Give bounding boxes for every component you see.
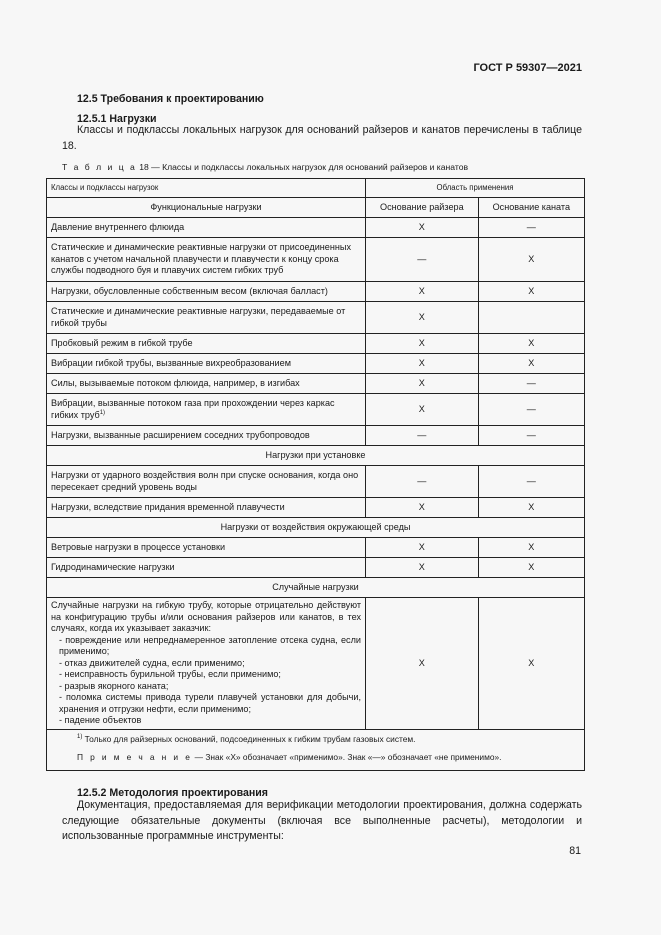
- table-row: [47, 426, 585, 446]
- functional-loads-title: Функциональные нагрузки: [47, 198, 366, 218]
- methodology-paragraph: Документация, предоставляемая для верификации методологии проектирования, должна содержать следующие обязательные документы (включая все выполненные расчеты), методологии и использованные программные инструменты:: [62, 799, 582, 842]
- riser-value: X: [366, 218, 479, 238]
- standard-number: ГОСТ Р 59307—2021: [473, 62, 582, 74]
- section-title-12-5-2: 12.5.2 Методология проектирования: [77, 787, 268, 799]
- table-footer: [47, 729, 585, 770]
- list-item: - повреждение или непреднамеренное затопление отсека судна, если применимо;: [59, 634, 361, 656]
- table-row: [47, 354, 585, 374]
- riser-value: —: [366, 238, 479, 282]
- list-item: - разрыв якорного каната;: [59, 680, 169, 691]
- load-name: [47, 394, 366, 426]
- load-name: Пробковый режим в гибкой трубе: [47, 334, 366, 354]
- load-name: Статические и динамические реактивные нагрузки, передаваемые от гибкой трубы: [47, 302, 366, 334]
- section-title-12-5-1: 12.5.1 Нагрузки: [77, 113, 157, 125]
- table-row: [47, 498, 585, 518]
- riser-value: X: [366, 598, 479, 730]
- load-name-text: Вибрации, вызванные потоком газа при прохождении через каркас гибких труб: [51, 398, 335, 420]
- load-name: Статические и динамические реактивные нагрузки от присоединенных канатов с учетом начальной плавучести и плавучести к концу срока службы подводного буя и плавучих систем гибких труб: [47, 238, 366, 282]
- rope-value: X: [478, 282, 584, 302]
- riser-value: X: [366, 538, 479, 558]
- load-name: Нагрузки от ударного воздействия волн при спуске основания, когда оно пересекает средний уровень воды: [47, 466, 366, 498]
- col-rope-base: Основание каната: [478, 198, 584, 218]
- header-area: Область применения: [366, 179, 585, 198]
- riser-value: X: [366, 354, 479, 374]
- load-name: Нагрузки, вызванные расширением соседних трубопроводов: [47, 426, 366, 446]
- table-row: [47, 394, 585, 426]
- riser-value: X: [366, 334, 479, 354]
- load-name: Ветровые нагрузки в процессе установки: [47, 538, 366, 558]
- table-caption-text: 18 — Классы и подклассы локальных нагрузок для оснований райзеров и канатов: [139, 162, 469, 172]
- footnote-text: Только для райзерных оснований, подсоединенных к гибким трубам газовых систем.: [84, 733, 416, 744]
- table-row: [47, 238, 585, 282]
- note-label: П р и м е ч а н и е: [77, 752, 193, 762]
- rope-value: X: [478, 354, 584, 374]
- footnote: [47, 730, 584, 749]
- accidental-loads-cell: [47, 598, 366, 730]
- load-name: Нагрузки, обусловленные собственным весом (включая балласт): [47, 282, 366, 302]
- rope-value: X: [478, 598, 584, 730]
- riser-value: —: [366, 426, 479, 446]
- riser-value: X: [366, 558, 479, 578]
- load-name: Давление внутреннего флюида: [47, 218, 366, 238]
- rope-value: X: [478, 238, 584, 282]
- riser-value: —: [366, 466, 479, 498]
- table-row: [47, 282, 585, 302]
- rope-value: —: [478, 466, 584, 498]
- riser-value: X: [366, 374, 479, 394]
- page-number: 81: [569, 845, 581, 857]
- list-item: - отказ движителей судна, если применимо;: [59, 657, 245, 668]
- list-item: - поломка системы привода турели плавучей установки для добычи, хранения и отгрузки нефти, если применимо;: [59, 692, 361, 714]
- environment-loads-title: Нагрузки от воздействия окружающей среды: [47, 518, 585, 538]
- table-row: [47, 466, 585, 498]
- footnote-mark: 1): [77, 733, 83, 740]
- table-row: [47, 302, 585, 334]
- rope-value: —: [478, 426, 584, 446]
- accidental-loads-title: Случайные нагрузки: [47, 578, 585, 598]
- table-row: [47, 598, 585, 730]
- loads-table: [46, 178, 585, 771]
- table-caption-prefix: Т а б л и ц а: [62, 162, 137, 172]
- list-item: - неисправность бурильной трубы, если применимо;: [59, 669, 281, 679]
- table-row: [47, 334, 585, 354]
- load-name: Силы, вызываемые потоком флюида, например, в изгибах: [47, 374, 366, 394]
- table-note: [47, 748, 584, 770]
- riser-value: X: [366, 302, 479, 334]
- riser-value: X: [366, 394, 479, 426]
- table-row: [47, 538, 585, 558]
- load-name: Нагрузки, вследствие придания временной плавучести: [47, 498, 366, 518]
- table-row: [47, 558, 585, 578]
- rope-value: —: [478, 374, 584, 394]
- header-classes: Классы и подклассы нагрузок: [47, 179, 366, 198]
- accidental-list: [51, 635, 361, 727]
- rope-value: X: [478, 498, 584, 518]
- list-item: - падение объектов: [59, 715, 142, 725]
- installation-loads-title: Нагрузки при установке: [47, 446, 585, 466]
- rope-value: X: [478, 334, 584, 354]
- rope-value: —: [478, 394, 584, 426]
- intro-paragraph: Классы и подклассы локальных нагрузок для оснований райзеров и канатов перечислены в таблице 18.: [62, 124, 582, 152]
- table-row: [47, 374, 585, 394]
- riser-value: X: [366, 498, 479, 518]
- col-riser-base: Основание райзера: [366, 198, 479, 218]
- rope-value: X: [478, 538, 584, 558]
- load-name: Гидродинамические нагрузки: [47, 558, 366, 578]
- rope-value: [478, 302, 584, 334]
- riser-value: X: [366, 282, 479, 302]
- section-title-12-5: 12.5 Требования к проектированию: [77, 93, 264, 105]
- note-text: — Знак «X» обозначает «применимо». Знак «—» обозначает «не применимо».: [194, 752, 502, 762]
- footnote-ref: 1): [99, 409, 106, 416]
- load-name: Вибрации гибкой трубы, вызванные вихреобразованием: [47, 354, 366, 374]
- table-row: [47, 218, 585, 238]
- table-caption: [62, 162, 468, 172]
- rope-value: —: [478, 218, 584, 238]
- accidental-intro: Случайные нагрузки на гибкую трубу, которые отрицательно действуют на конфигурацию трубы и/или основания райзеров или канатов, в тех случаях, когда их указывает заказчик:: [51, 600, 361, 633]
- rope-value: X: [478, 558, 584, 578]
